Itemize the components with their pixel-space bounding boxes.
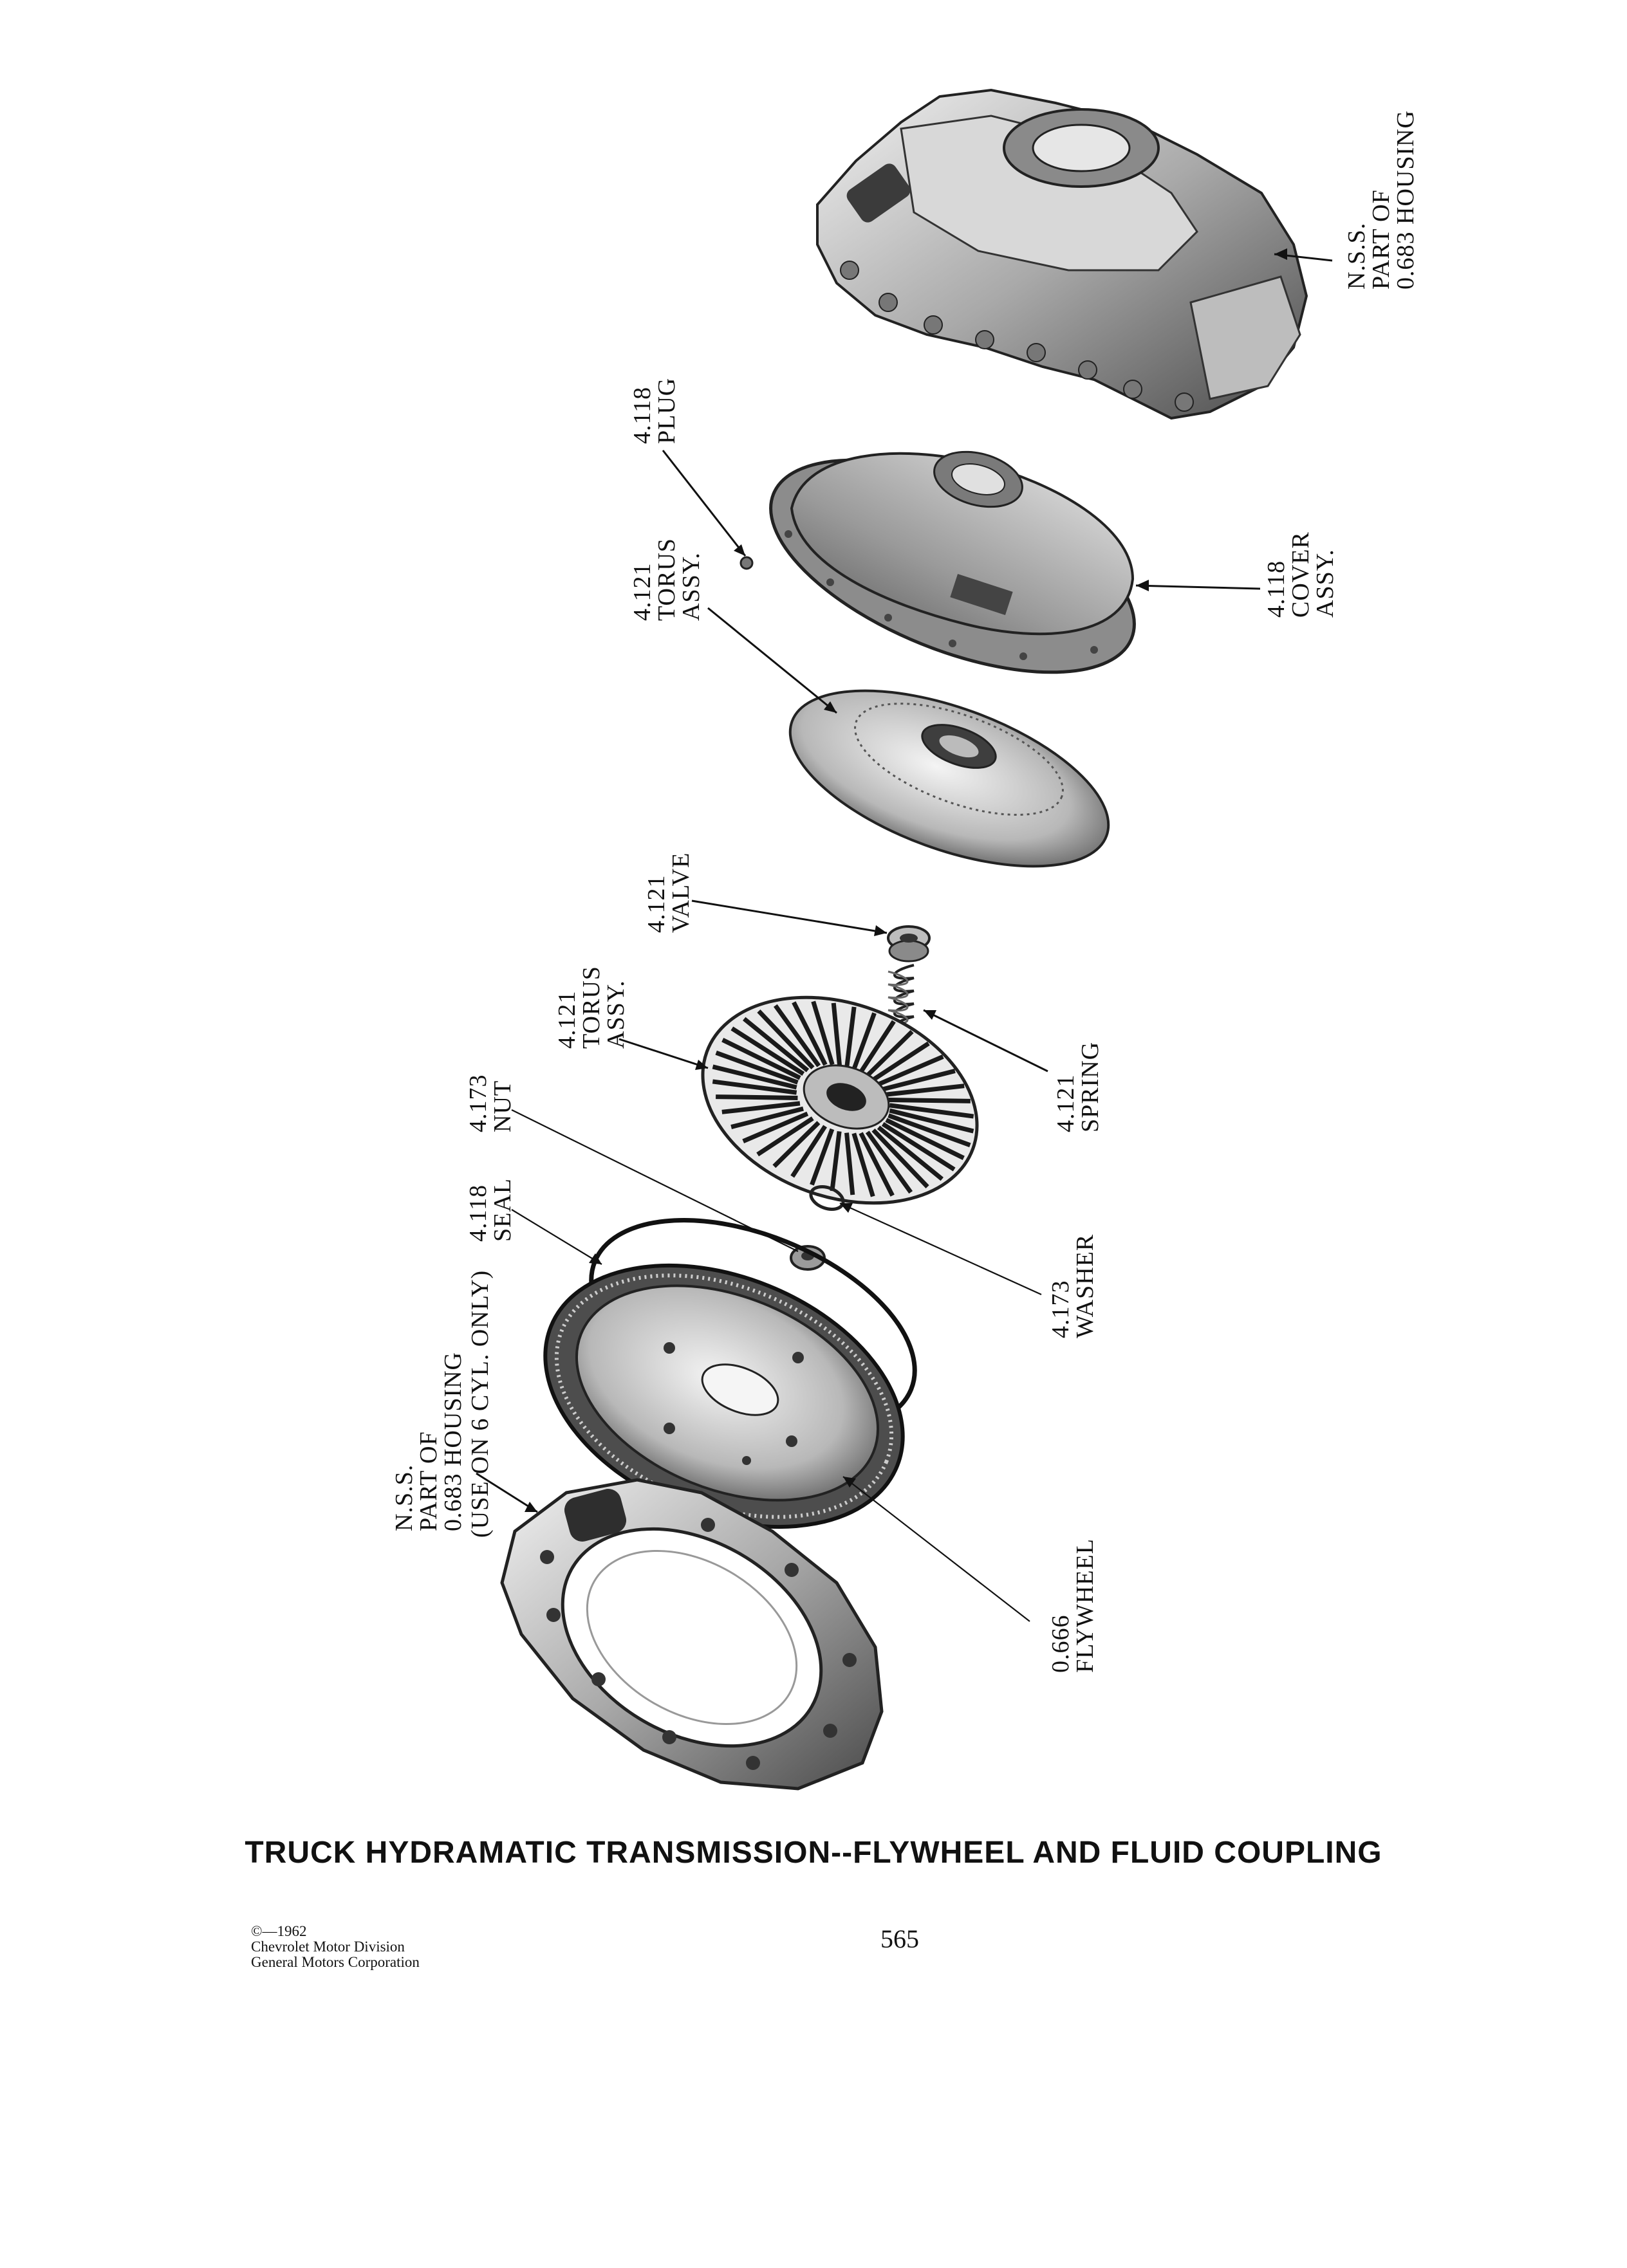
label-nss-bottom-line4: (USE ON 6 CYL. ONLY) [467,1269,494,1538]
label-washer-line2: WASHER [1072,1233,1099,1338]
label-flywheel-line1: 0.666 [1047,1614,1074,1673]
leader-valve [692,901,887,933]
torus-vane [889,1100,971,1102]
label-cover-line2: COVER [1287,531,1314,618]
label-flywheel [1047,1538,1099,1673]
label-plug [629,378,680,444]
label-nss-bottom [391,1270,494,1538]
copyright-line: General Motors Corporation [251,1954,420,1970]
label-seal-line1: 4.118 [465,1184,492,1242]
label-valve-line2: VALVE [667,852,694,933]
top-housing-part [817,90,1306,418]
page-number: 565 [880,1924,919,1953]
plug-part [741,557,752,569]
label-nss-bottom-line1: N.S.S. [391,1464,418,1531]
label-spring-line1: 4.121 [1052,1074,1079,1132]
label-torus-top-line1: 4.121 [629,562,656,621]
label-plug-line1: 4.118 [629,386,656,444]
label-plug-line2: PLUG [653,377,680,444]
label-cover-line3: ASSY. [1312,549,1339,618]
label-nss-top-line3: 0.683 HOUSING [1392,110,1419,290]
label-flywheel-line2: FLYWHEEL [1072,1538,1099,1673]
label-torus-bottom-line2: TORUS [578,966,605,1049]
label-valve [643,853,694,933]
leader-washer [840,1203,1041,1295]
copyright-line: ©—1962 [251,1923,307,1939]
label-nss-bottom-line2: PART OF [415,1431,442,1531]
torus-vane [716,1097,797,1098]
leader-flywheel [843,1477,1030,1621]
label-washer-line1: 4.173 [1047,1280,1074,1338]
label-spring [1052,1042,1104,1132]
torus-assembly-top-part [768,655,1131,903]
label-torus-top-line2: TORUS [653,538,680,621]
label-seal [465,1178,516,1242]
leader-cover [1136,585,1260,589]
label-valve-line1: 4.121 [643,874,670,933]
leader-torus-bottom [619,1039,708,1068]
label-torus-assy-top [629,538,705,621]
label-nss-top-line2: PART OF [1368,189,1395,290]
label-torus-bottom-line3: ASSY. [602,980,629,1049]
label-torus-top-line3: ASSY. [678,552,705,621]
leader-seal [512,1210,602,1264]
label-nut [465,1074,516,1133]
bottom-housing-part [502,1480,882,1790]
copyright-block [251,1924,420,1970]
torus-assembly-bottom-part [674,961,1006,1239]
label-torus-assy-bottom [553,966,629,1049]
label-spring-line2: SPRING [1077,1041,1104,1132]
valve-part [888,927,929,961]
leader-torus-top [708,608,837,713]
copyright-line: Chevrolet Motor Division [251,1939,405,1955]
label-cover-assy [1263,531,1339,618]
label-nut-line1: 4.173 [465,1074,492,1132]
label-nss-bottom-line3: 0.683 HOUSING [440,1352,467,1531]
label-washer [1047,1234,1099,1338]
page-title: TRUCK HYDRAMATIC TRANSMISSION--FLYWHEEL AND FLUID COUPLING [245,1836,1382,1870]
label-cover-line1: 4.118 [1263,560,1290,618]
label-nss-top [1343,110,1419,290]
cover-assembly-part [742,416,1163,716]
label-torus-bottom-line1: 4.121 [553,990,581,1049]
label-nss-top-line1: N.S.S. [1343,222,1370,290]
label-seal-line2: SEAL [489,1178,516,1242]
label-nut-line2: NUT [489,1080,516,1132]
